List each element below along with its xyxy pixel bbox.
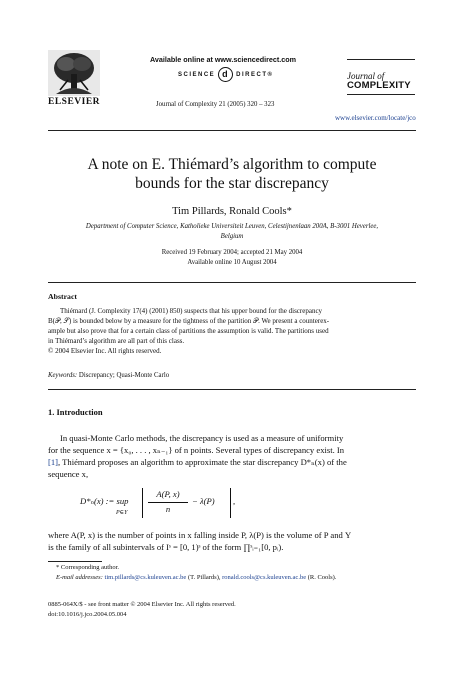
citation-link-1[interactable]: [1] xyxy=(48,457,59,467)
intro-p2-line-2: is the family of all subintervals of Iˢ = [0, 1)ˢ of the form ∏ˢᵢ₌₁[0, pᵢ). xyxy=(48,542,284,552)
title-line-1: A note on E. Thiémard’s algorithm to compute xyxy=(87,156,377,173)
equation-lhs: D*ₙ(x) := sup xyxy=(80,496,129,506)
email-link-pillards[interactable]: tim.pillards@cs.kuleuven.ac.be xyxy=(104,574,187,581)
equation-numerator: A(P, x) xyxy=(156,489,180,499)
publisher-name: ELSEVIER xyxy=(48,97,101,107)
journal-logo-line1: Journal of xyxy=(347,71,385,81)
dates xyxy=(48,248,416,268)
abstract-bottom-rule xyxy=(48,389,416,390)
intro-paragraph-2 xyxy=(48,529,416,553)
journal-url-link[interactable]: www.elsevier.com/locate/jco xyxy=(335,114,416,122)
footnote-corresponding-author: * Corresponding author. xyxy=(56,564,120,571)
intro-line-1: In quasi-Monte Carlo methods, the discrepancy is used as a measure of uniformity xyxy=(60,433,344,443)
equation-comma: , xyxy=(233,496,236,506)
email-name-cools: (R. Cools). xyxy=(307,574,337,581)
sciencedirect-at-icon: d xyxy=(218,67,233,82)
article-title xyxy=(48,155,416,193)
elsevier-tree-logo xyxy=(48,50,100,96)
issn-line: 0885-064X/$ - see front matter © 2004 Elsevier Inc. All rights reserved. xyxy=(48,601,236,608)
intro-p2-line-1: where A(P, x) is the number of points in x falling inside P, λ(P) is the volume of P and Υ xyxy=(48,530,352,540)
equation-fraction-bar xyxy=(148,502,188,503)
intro-paragraph-1 xyxy=(48,432,416,480)
keywords-label: Keywords: xyxy=(48,372,78,379)
journal-logo-line2: COMPLEXITY xyxy=(347,80,411,91)
abstract-line-2: B(𝒫, 𝒮) is bounded below by a measure for the tightness of the partition 𝒫. We present a counterex- xyxy=(48,317,330,325)
available-online-text: Available online at www.sciencedirect.com xyxy=(150,55,297,64)
front-matter xyxy=(48,600,236,620)
star-discrepancy-equation xyxy=(80,490,340,524)
footnote-rule xyxy=(48,561,102,562)
equation-sup-subscript: P∈Υ xyxy=(116,510,128,516)
elsevier-tree-icon xyxy=(48,50,100,96)
keywords xyxy=(48,372,169,379)
abstract-body xyxy=(48,306,416,356)
footnote-emails xyxy=(56,573,416,583)
doi-line: doi:10.1016/j.jco.2004.05.004 xyxy=(48,611,127,618)
journal-reference: Journal of Complexity 21 (2005) 320 – 323 xyxy=(156,101,275,108)
affiliation-line-1: Department of Computer Science, Katholieke Universiteit Leuven, Celestijnenlaan 200A, B-3001 Heverlee, xyxy=(85,223,379,230)
header-rule xyxy=(48,130,416,131)
section-heading-introduction: 1. Introduction xyxy=(48,407,103,417)
email-name-pillards: (T. Pillards), xyxy=(187,574,221,581)
sciencedirect-logo-right: DIRECT® xyxy=(236,72,274,79)
intro-line-2: for the sequence x = {x₀, . . . , xₙ₋₁} of n points. Several types of discrepancy exist. In xyxy=(48,445,345,455)
received-date: Received 19 February 2004; accepted 21 May 2004 xyxy=(161,249,303,256)
email-link-cools[interactable]: ronald.cools@cs.kuleuven.ac.be xyxy=(222,574,307,581)
abstract-copyright: © 2004 Elsevier Inc. All rights reserved. xyxy=(48,347,162,355)
intro-line-3-text: , Thiémard proposes an algorithm to approximate the star discrepancy D*ₙ(x) of the xyxy=(58,457,347,467)
equation-abs-bar-left xyxy=(142,488,143,518)
sciencedirect-logo xyxy=(178,67,273,82)
intro-line-4: sequence x, xyxy=(48,469,89,479)
journal-logo-top-rule xyxy=(347,59,415,60)
sciencedirect-logo-left: SCIENCE xyxy=(178,72,216,79)
title-line-2: bounds for the star discrepancy xyxy=(135,175,329,192)
keywords-value: Discrepancy; Quasi-Monte Carlo xyxy=(78,372,170,379)
intro-line-3 xyxy=(48,456,416,468)
footnote-email-label: E-mail addresses: xyxy=(56,574,103,581)
footnote xyxy=(56,563,416,583)
equation-denominator: n xyxy=(165,504,171,514)
authors: Tim Pillards, Ronald Cools* xyxy=(172,206,292,217)
affiliation-line-2: Belgium xyxy=(220,233,244,240)
abstract-line-1: Thiémard (J. Complexity 17(4) (2001) 850) suspects that his upper bound for the discrepancy xyxy=(60,307,323,315)
abstract-line-4: in Thiémard’s algorithm are all part of this class. xyxy=(48,337,185,345)
abstract-line-3: ample but also prove that for a certain class of partitions the assumption is valid. The partitions used xyxy=(48,327,329,335)
affiliation xyxy=(48,222,416,242)
online-date: Available online 10 August 2004 xyxy=(187,259,277,266)
equation-rest: − λ(P) xyxy=(192,496,215,506)
equation-abs-bar-right xyxy=(230,488,231,518)
journal-logo-bottom-rule xyxy=(347,94,415,95)
abstract-heading: Abstract xyxy=(48,292,78,301)
abstract-top-rule xyxy=(48,282,416,283)
